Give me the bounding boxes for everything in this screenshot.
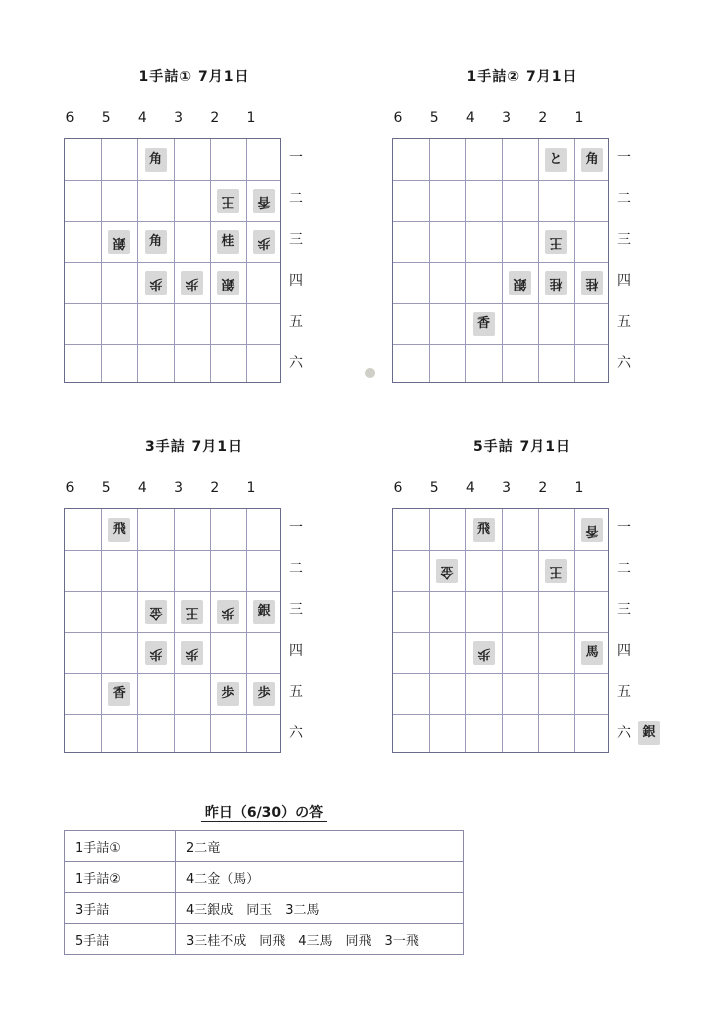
grid-line: [210, 509, 211, 752]
column-numbers: [392, 480, 612, 498]
shogi-piece: 歩: [473, 641, 495, 665]
grid-line: [574, 139, 575, 382]
grid-line: [429, 509, 430, 752]
grid-line: [393, 221, 608, 222]
column-number: 3: [174, 480, 184, 496]
column-number: 3: [502, 480, 512, 496]
answers-table: [64, 830, 464, 955]
grid-line: [65, 591, 280, 592]
answers-section: [64, 802, 464, 955]
answer-label: 5手詰: [65, 924, 176, 955]
shogi-piece: 角: [145, 230, 167, 254]
grid-line: [174, 139, 175, 382]
grid-line: [65, 673, 280, 674]
grid-line: [429, 139, 430, 382]
grid-line: [538, 139, 539, 382]
column-number: 6: [65, 110, 75, 126]
grid-line: [393, 714, 608, 715]
column-number: 6: [393, 110, 403, 126]
row-number: 一: [617, 520, 631, 536]
grid-line: [393, 344, 608, 345]
table-row: [65, 831, 464, 862]
grid-line: [101, 139, 102, 382]
grid-line: [393, 180, 608, 181]
shogi-piece: 金: [145, 600, 167, 624]
grid-line: [465, 509, 466, 752]
column-number: 3: [502, 110, 512, 126]
shogi-piece: 桂: [581, 271, 603, 295]
row-number: 六: [617, 355, 631, 371]
shogi-piece: 王: [181, 600, 203, 624]
shogi-piece: 王: [545, 559, 567, 583]
shogi-piece: 角: [145, 148, 167, 172]
column-number: 4: [137, 480, 147, 496]
puzzle-title: 1手詰② 7月1日: [466, 69, 578, 85]
row-number: 四: [289, 273, 303, 289]
row-number: 五: [289, 684, 303, 700]
shogi-piece: 歩: [181, 641, 203, 665]
grid-line: [393, 673, 608, 674]
grid-line: [137, 139, 138, 382]
shogi-piece: 歩: [181, 271, 203, 295]
column-number: 5: [429, 110, 439, 126]
grid-line: [538, 509, 539, 752]
row-numbers: [286, 138, 306, 383]
column-number: 2: [210, 480, 220, 496]
grid-line: [246, 509, 247, 752]
column-numbers: [64, 110, 284, 128]
column-number: 6: [393, 480, 403, 496]
grid-line: [393, 303, 608, 304]
shogi-board: [64, 508, 281, 753]
row-number: 三: [289, 602, 303, 618]
grid-line: [210, 139, 211, 382]
answer-text: 3三桂不成 同飛 4三馬 同飛 3一飛: [176, 924, 464, 955]
shogi-piece: 桂: [217, 230, 239, 254]
puzzle-1: [64, 66, 364, 396]
shogi-piece: 歩: [217, 682, 239, 706]
grid-line: [65, 632, 280, 633]
table-row: [65, 862, 464, 893]
grid-line: [465, 139, 466, 382]
shogi-piece: 銀: [509, 271, 531, 295]
paper-smudge: [365, 368, 375, 378]
row-number: 二: [617, 561, 631, 577]
column-numbers: [392, 110, 612, 128]
puzzle-title: 5手詰 7月1日: [472, 439, 572, 455]
shogi-board: [392, 508, 609, 753]
grid-line: [65, 714, 280, 715]
puzzle-title: 1手詰① 7月1日: [138, 69, 250, 85]
shogi-piece: 飛: [473, 518, 495, 542]
column-number: 5: [101, 480, 111, 496]
grid-line: [65, 221, 280, 222]
grid-line: [393, 591, 608, 592]
puzzle-4: [392, 436, 692, 766]
puzzle-3: [64, 436, 364, 766]
column-number: 4: [137, 110, 147, 126]
grid-line: [393, 550, 608, 551]
row-number: 五: [617, 684, 631, 700]
row-number: 四: [289, 643, 303, 659]
grid-line: [393, 262, 608, 263]
row-numbers: [286, 508, 306, 753]
answer-label: 1手詰①: [65, 831, 176, 862]
column-number: 1: [574, 480, 584, 496]
table-row: [65, 924, 464, 955]
shogi-piece: 桂: [545, 271, 567, 295]
answer-text: 4三銀成 同玉 3二馬: [176, 893, 464, 924]
column-number: 1: [574, 110, 584, 126]
shogi-piece: 王: [545, 230, 567, 254]
answer-text: 2二竜: [176, 831, 464, 862]
row-numbers: [614, 508, 634, 753]
shogi-piece: 香: [108, 682, 130, 706]
shogi-piece: 香: [473, 312, 495, 336]
shogi-piece: 歩: [253, 230, 275, 254]
column-number: 2: [538, 110, 548, 126]
grid-line: [174, 509, 175, 752]
grid-line: [65, 180, 280, 181]
grid-line: [574, 509, 575, 752]
row-number: 六: [289, 355, 303, 371]
row-number: 六: [289, 725, 303, 741]
row-number: 三: [617, 602, 631, 618]
row-number: 二: [617, 191, 631, 207]
row-number: 二: [289, 561, 303, 577]
grid-line: [502, 139, 503, 382]
shogi-piece: 飛: [108, 518, 130, 542]
row-number: 二: [289, 191, 303, 207]
shogi-piece: 歩: [145, 271, 167, 295]
grid-line: [393, 632, 608, 633]
shogi-board: [392, 138, 609, 383]
grid-line: [65, 344, 280, 345]
column-number: 1: [246, 480, 256, 496]
shogi-piece: 銀: [217, 271, 239, 295]
grid-line: [101, 509, 102, 752]
answer-label: 1手詰②: [65, 862, 176, 893]
answer-label: 3手詰: [65, 893, 176, 924]
shogi-piece: と: [545, 148, 567, 172]
grid-line: [65, 550, 280, 551]
column-number: 3: [174, 110, 184, 126]
column-number: 2: [210, 110, 220, 126]
shogi-board: [64, 138, 281, 383]
grid-line: [246, 139, 247, 382]
shogi-piece: 香: [581, 518, 603, 542]
shogi-piece: 歩: [145, 641, 167, 665]
shogi-piece: 歩: [253, 682, 275, 706]
grid-line: [65, 262, 280, 263]
column-number: 1: [246, 110, 256, 126]
row-number: 一: [289, 150, 303, 166]
row-number: 一: [289, 520, 303, 536]
column-number: 5: [429, 480, 439, 496]
grid-line: [502, 509, 503, 752]
shogi-piece: 銀: [108, 230, 130, 254]
answer-text: 4二金（馬）: [176, 862, 464, 893]
row-number: 一: [617, 150, 631, 166]
row-numbers: [614, 138, 634, 383]
row-number: 四: [617, 643, 631, 659]
puzzle-2: [392, 66, 692, 396]
shogi-piece: 銀: [253, 600, 275, 624]
row-number: 五: [617, 314, 631, 330]
column-number: 6: [65, 480, 75, 496]
column-number: 2: [538, 480, 548, 496]
shogi-piece: 香: [253, 189, 275, 213]
row-number: 三: [289, 232, 303, 248]
table-row: [65, 893, 464, 924]
shogi-piece: 王: [217, 189, 239, 213]
puzzle-title: 3手詰 7月1日: [144, 439, 244, 455]
shogi-piece: 角: [581, 148, 603, 172]
row-number: 三: [617, 232, 631, 248]
answers-title: 昨日（6/30）の答: [64, 802, 464, 822]
column-number: 4: [465, 110, 475, 126]
column-number: 4: [465, 480, 475, 496]
row-number: 六: [617, 725, 631, 741]
row-number: 五: [289, 314, 303, 330]
column-number: 5: [101, 110, 111, 126]
shogi-piece: 金: [436, 559, 458, 583]
grid-line: [65, 303, 280, 304]
row-number: 四: [617, 273, 631, 289]
hand-piece: 銀: [638, 721, 660, 745]
shogi-piece: 歩: [217, 600, 239, 624]
column-numbers: [64, 480, 284, 498]
grid-line: [137, 509, 138, 752]
shogi-piece: 馬: [581, 641, 603, 665]
